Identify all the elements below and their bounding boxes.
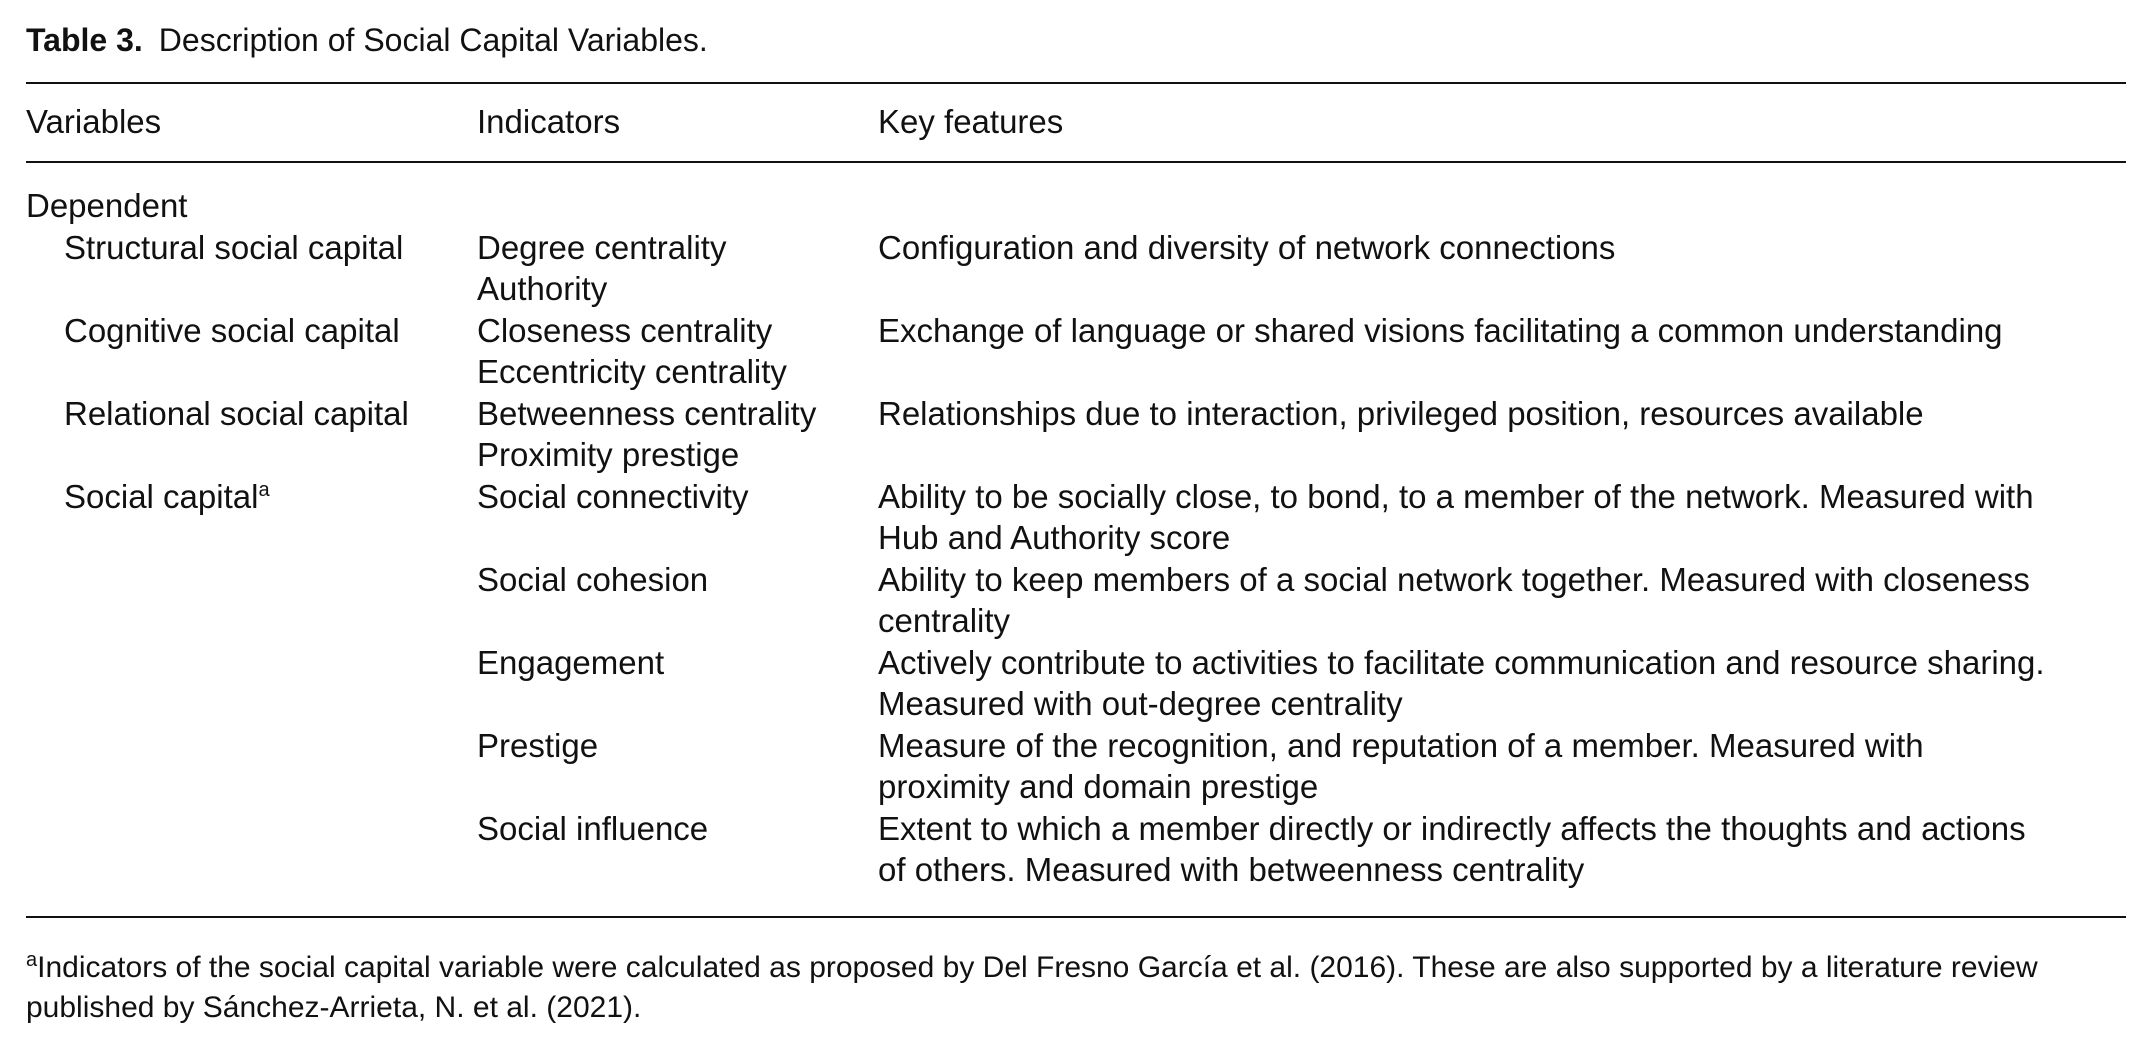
key-feature-line: centrality (878, 602, 1011, 639)
row-key-features (878, 227, 2138, 269)
row-variable: Structural social capital (64, 228, 404, 266)
row-key-features (878, 559, 2138, 642)
indicator: Betweenness centrality (477, 394, 817, 432)
row-key-features (878, 725, 2138, 808)
key-feature-line: Measured with out-degree centrality (878, 685, 1403, 722)
key-feature-line: of others. Measured with betweenness centrality (878, 851, 1585, 888)
row-indicators (477, 808, 708, 850)
key-feature-line: Relationships due to interaction, privileged position, resources available (878, 394, 1924, 432)
table-row (26, 310, 2126, 393)
table-title: Description of Social Capital Variables. (158, 22, 708, 58)
table-row (26, 227, 2126, 310)
table-caption (26, 18, 708, 62)
key-feature-line: Extent to which a member directly or indirectly affects the thoughts and actions (878, 809, 2026, 847)
indicator: Closeness centrality (477, 311, 773, 349)
bottom-rule (26, 916, 2126, 918)
key-feature-line: Exchange of language or shared visions facilitating a common understanding (878, 311, 2003, 349)
row-indicators (477, 476, 748, 518)
footnote-line-1-text: $^a$Indicators of the social capital variable were calculated as proposed by Del Fresno García et al. (2016). These are also supported by a literature review (26, 949, 2038, 984)
table-row (26, 476, 2126, 559)
column-header-indicators: Indicators (477, 103, 621, 140)
key-feature-line: proximity and domain prestige (878, 768, 1319, 805)
key-feature-line: Hub and Authority score (878, 519, 1231, 556)
indicator: Proximity prestige (477, 436, 740, 473)
table-row (26, 725, 2126, 808)
row-indicators (477, 310, 787, 393)
table-footnote (26, 948, 2126, 1028)
table-row (26, 393, 2126, 476)
column-header-key-features: Key features (878, 103, 1064, 140)
indicator: Authority (477, 270, 608, 307)
indicator: Prestige (477, 726, 599, 764)
row-variable: Relational social capital (64, 394, 409, 432)
indicator: Engagement (477, 643, 665, 681)
top-rule (26, 82, 2126, 84)
footnote-reference: a (258, 478, 270, 501)
footnote-line-1 (26, 948, 2126, 988)
key-feature-line: Actively contribute to activities to facilitate communication and resource sharing. (878, 643, 2045, 681)
footnote-line-2: published by Sánchez-Arrieta, N. et al. (2021). (26, 991, 642, 1024)
row-variable: Social capital$^a$ (64, 477, 270, 515)
row-indicators (477, 642, 664, 684)
row-indicators (477, 559, 708, 601)
row-indicators (477, 227, 726, 310)
key-feature-line: Measure of the recognition, and reputation of a member. Measured with (878, 726, 1924, 764)
table-label: Table 3. (26, 22, 143, 58)
indicator: Social connectivity (477, 477, 749, 515)
row-variable: Cognitive social capital (64, 311, 400, 349)
table-row (26, 559, 2126, 642)
indicator: Degree centrality (477, 228, 727, 266)
indicator: Eccentricity centrality (477, 353, 787, 390)
footnote-mark: a (26, 949, 38, 971)
indicator: Social influence (477, 809, 709, 847)
row-key-features (878, 642, 2138, 725)
row-indicators (477, 393, 816, 476)
column-header-variables: Variables (26, 103, 162, 140)
key-feature-line: Configuration and diversity of network connections (878, 228, 1616, 266)
table-row (26, 808, 2126, 891)
table-row (26, 642, 2126, 725)
group-label: Dependent (26, 187, 188, 224)
table-body (26, 185, 2126, 891)
row-key-features (878, 808, 2138, 891)
row-key-features (878, 476, 2138, 559)
key-feature-line: Ability to keep members of a social network together. Measured with closeness (878, 560, 2030, 598)
indicator: Social cohesion (477, 560, 709, 598)
row-key-features (878, 310, 2138, 352)
row-indicators (477, 725, 598, 767)
row-key-features (878, 393, 2138, 435)
header-rule (26, 161, 2126, 163)
key-feature-line: Ability to be socially close, to bond, to a member of the network. Measured with (878, 477, 2034, 515)
